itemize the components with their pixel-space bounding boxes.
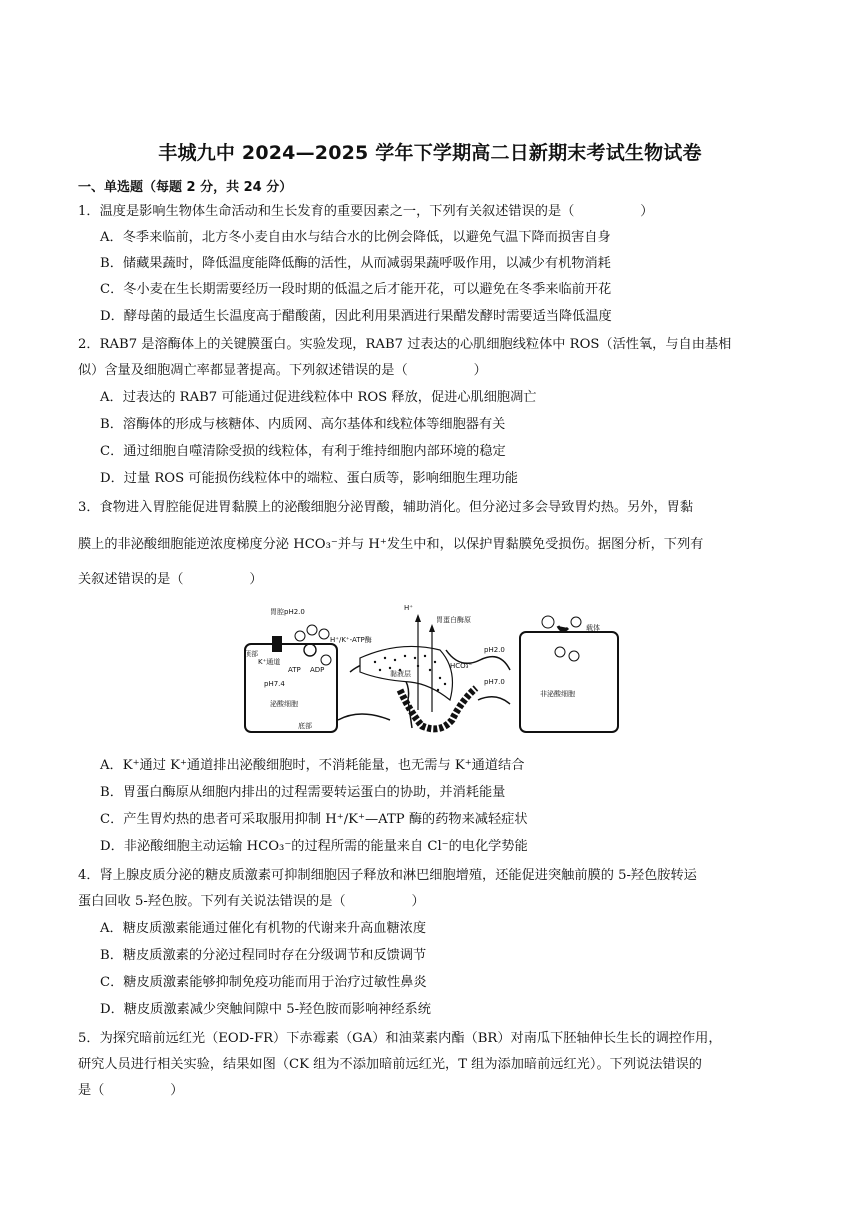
q4-stem-line1: 4．肾上腺皮质分泌的糖皮质激素可抑制细胞因子释放和淋巴细胞增殖，还能促进突触前膜的 5-羟色胺转运: [78, 868, 697, 883]
q1-stem: 1．温度是影响生物体生命活动和生长发育的重要因素之一，下列有关叙述错误的是（ ）: [78, 204, 654, 219]
mucosa-wave-bottom: [338, 714, 390, 720]
label-mucus: 黏液层: [390, 670, 411, 678]
label-top: 顶部: [244, 650, 258, 658]
q3-stem-line1: 3．食物进入胃腔能促进胃黏膜上的泌酸细胞分泌胃酸，辅助消化。但分泌过多会导致胃灼热。另外，胃黏: [78, 500, 694, 515]
section-heading: 一、单选题（每题 2 分，共 24 分）: [78, 180, 293, 195]
q4-stem-line2: 蛋白回收 5-羟色胺。下列有关说法错误的是（ ）: [78, 894, 425, 909]
label-pepsinogen: 胃蛋白酶原: [436, 616, 471, 624]
q3-option-d: D．非泌酸细胞主动运输 HCO₃⁻的过程所需的能量来自 Cl⁻的电化学势能: [100, 839, 528, 854]
q5-stem-line1: 5．为探究暗前远红光（EOD-FR）下赤霉素（GA）和油菜素内酯（BR）对南瓜下胚轴伸长生长的调控作用，: [78, 1031, 722, 1046]
k-channel-icon: [272, 636, 282, 652]
q3-option-a: A．K⁺通过 K⁺通道排出泌酸细胞时，不消耗能量，也无需与 K⁺通道结合: [100, 758, 525, 773]
q1-option-a: A．冬季来临前，北方冬小麦自由水与结合水的比例会降低，以避免气温下降而损害自身: [100, 230, 611, 245]
h-ion-icon-2: [321, 655, 331, 665]
q5-stem-line2: 研究人员进行相关实验，结果如图（CK 组为不添加暗前远红光，T 组为添加暗前远红光）。下列说法错误的: [78, 1057, 702, 1072]
cl-ion-icon: [571, 617, 581, 627]
label-carrier: 载体: [586, 624, 600, 632]
carrier-icon: [558, 626, 568, 631]
q2-option-d: D．过量 ROS 可能损伤线粒体中的端粒、蛋白质等，影响细胞生理功能: [100, 471, 518, 486]
hco3-ion-icon: [542, 616, 554, 628]
label-hco3: HCO₃⁻: [450, 662, 473, 670]
q4-option-a: A．糖皮质激素能通过催化有机物的代谢来升高血糖浓度: [100, 921, 427, 936]
q4-option-b: B．糖皮质激素的分泌过程同时存在分级调节和反馈调节: [100, 948, 427, 963]
q4-option-c: C．糖皮质激素能够抑制免疫功能而用于治疗过敏性鼻炎: [100, 975, 427, 990]
q3-option-c: C．产生胃灼热的患者可采取服用抑制 H⁺/K⁺—ATP 酶的药物来减轻症状: [100, 812, 528, 827]
label-adp: ADP: [310, 666, 325, 674]
arrowhead-h: [415, 614, 421, 622]
h-ion-icon: [319, 629, 329, 639]
q5-stem-line3: 是（ ）: [78, 1083, 184, 1098]
label-acid-cell: 泌酸细胞: [270, 700, 298, 708]
q1-option-c: C．冬小麦在生长期需要经历一段时期的低温之后才能开花，可以避免在冬季来临前开花: [100, 282, 612, 297]
k-ion-icon-2: [307, 625, 317, 635]
label-cell-ph: pH7.4: [264, 680, 285, 688]
label-k-channel: K⁺通道: [258, 658, 281, 666]
label-nonacid-cell: 非泌酸细胞: [540, 690, 575, 698]
stomach-cells-diagram: [240, 600, 622, 736]
q1-option-b: B．储藏果蔬时，降低温度能降低酶的活性，从而减弱果蔬呼吸作用，以减少有机物消耗: [100, 256, 611, 271]
hco3-ion-inside-icon: [555, 647, 565, 657]
q3-stem-line2: 膜上的非泌酸细胞能逆浓度梯度分泌 HCO₃⁻并与 H⁺发生中和，以保护胃黏膜免受损伤。据图分析，下列有: [78, 537, 704, 552]
q2-option-c: C．通过细胞自噬清除受损的线粒体，有利于维持细胞内部环境的稳定: [100, 444, 506, 459]
q1-option-d: D．酵母菌的最适生长温度高于醋酸菌，因此利用果酒进行果醋发酵时需要适当降低温度: [100, 309, 612, 324]
label-ph2: pH2.0: [484, 646, 505, 654]
mucosa-curve-right-lower: [478, 697, 510, 704]
q3-option-b: B．胃蛋白酶原从细胞内排出的过程需要转运蛋白的协助，并消耗能量: [100, 785, 506, 800]
cl-ion-inside-icon: [569, 651, 579, 661]
label-atp: ATP: [288, 666, 301, 674]
arrowhead-pepsinogen: [429, 624, 435, 632]
label-h: H⁺: [404, 604, 413, 612]
nonacid-cell-box: [520, 632, 618, 732]
label-bottom: 底部: [298, 722, 312, 730]
q2-stem-line2: 似）含量及细胞凋亡率都显著提高。下列叙述错误的是（ ）: [78, 363, 487, 378]
q3-stem-line3: 关叙述错误的是（ ）: [78, 572, 263, 587]
q2-option-a: A．过表达的 RAB7 可能通过促进线粒体中 ROS 释放，促进心肌细胞凋亡: [100, 390, 537, 405]
label-pump: H⁺/K⁺-ATP酶: [330, 636, 372, 644]
label-lumen-ph: 胃腔pH2.0: [270, 608, 305, 616]
q2-stem-line1: 2．RAB7 是溶酶体上的关键膜蛋白。实验发现，RAB7 过表达的心肌细胞线粒体中 ROS（活性氧，与自由基相: [78, 337, 732, 352]
pump-icon: [304, 644, 316, 656]
q2-option-b: B．溶酶体的形成与核糖体、内质网、高尔基体和线粒体等细胞器有关: [100, 417, 506, 432]
k-ion-icon: [295, 631, 305, 641]
q4-option-d: D．糖皮质激素减少突触间隙中 5-羟色胺而影响神经系统: [100, 1002, 431, 1017]
label-ph7: pH7.0: [484, 678, 505, 686]
exam-title: 丰城九中 2024—2025 学年下学期高二日新期末考试生物试卷: [158, 142, 702, 164]
